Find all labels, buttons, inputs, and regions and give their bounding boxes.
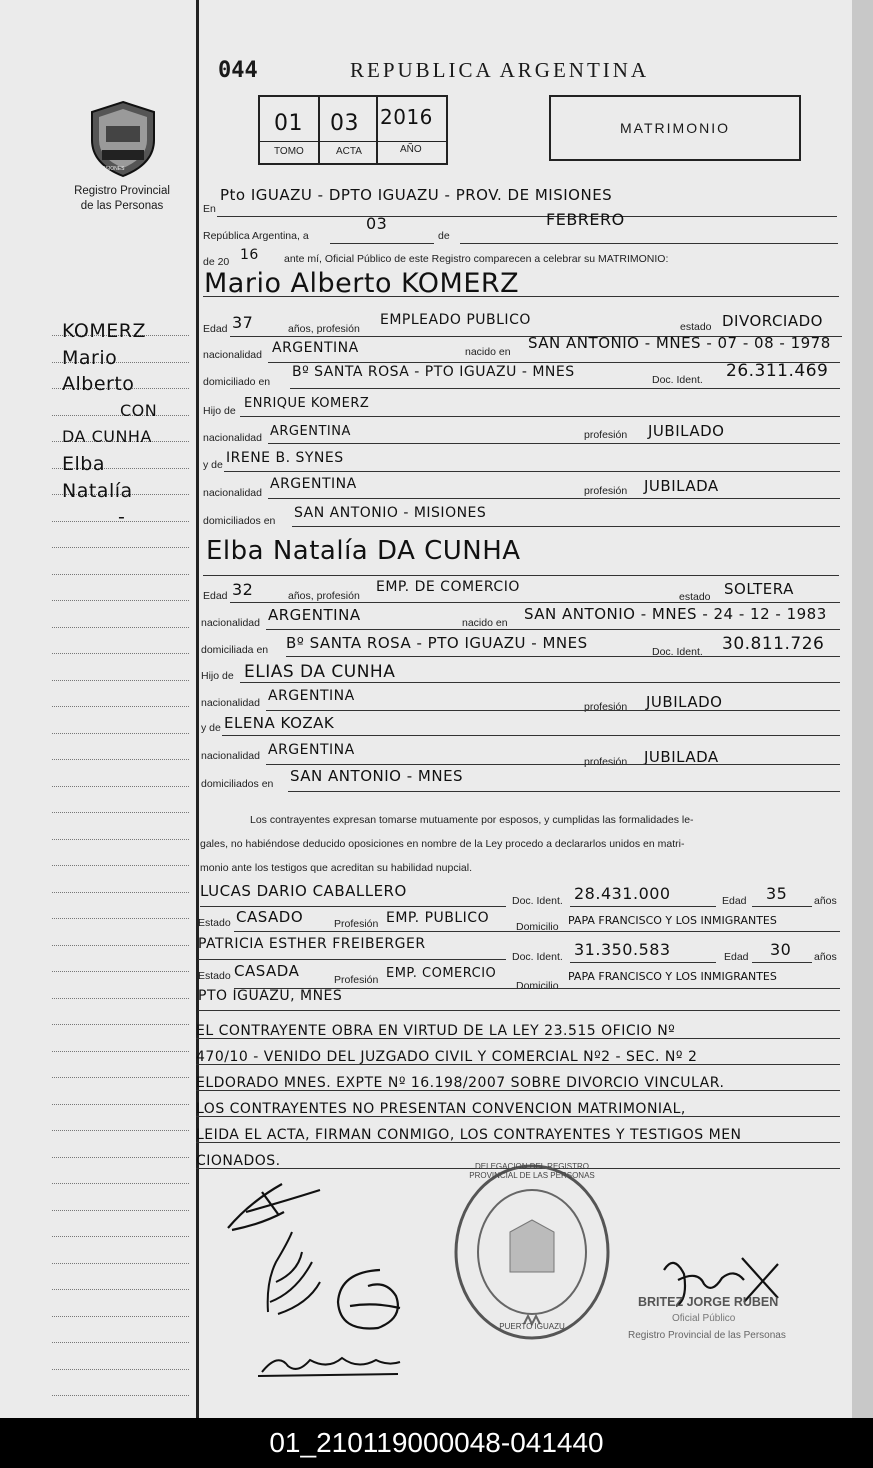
bride-doc: 30.811.726 — [722, 634, 825, 654]
margin-ruled-line — [52, 1342, 189, 1343]
tomo-label: TOMO — [274, 146, 304, 157]
margin-ruled-line — [52, 547, 189, 548]
official-title: Oficial Público — [672, 1313, 736, 1324]
witness1-estado: CASADO — [236, 908, 304, 926]
year-suffix: 16 — [240, 247, 259, 263]
margin-ruled-line — [52, 971, 189, 972]
margin-ruled-line — [52, 812, 189, 813]
emblem-text: MISIONES — [100, 166, 125, 172]
seal-city: PUERTO IGUAZU — [499, 1322, 565, 1331]
groom-estado: DIVORCIADO — [722, 312, 823, 330]
margin-ruled-line — [52, 839, 189, 840]
margin-ruled-line — [52, 786, 189, 787]
margin-ruled-line — [52, 1157, 189, 1158]
witness1-address: PAPA FRANCISCO Y LOS INMIGRANTES — [568, 914, 777, 927]
witness1-age: 35 — [766, 884, 788, 903]
certificate-type: MATRIMONIO — [620, 120, 730, 136]
bride-mother: ELENA KOZAK — [224, 714, 335, 732]
seal-ring-text: DELEGACION DEL REGISTRO PROVINCIAL DE LAS PERSONAS — [469, 1162, 595, 1180]
declaration: Los contrayentes expresan tomarse mutuamente por esposos, y cumplidas las formalidades le- gales, no habiéndose deducido oposiciones en nombre de la Ley procedo a declararlos unidos en matri- monio ante los testigos que acreditan su habilidad nupcial. — [200, 814, 694, 874]
day: 03 — [366, 214, 388, 233]
groom-birth: SAN ANTONIO - MNES - 07 - 08 - 1978 — [528, 334, 831, 352]
margin-ruled-line — [52, 1369, 189, 1370]
witness2-address-cont: PTO IGUAZU, MNES — [198, 988, 343, 1004]
witness1-doc: 28.431.000 — [574, 884, 671, 903]
scan-id-footer: 01_210119000048-041440 — [0, 1418, 873, 1468]
witness1-name: LUCAS DARIO CABALLERO — [200, 882, 407, 900]
groom-mother-profession: JUBILADA — [644, 477, 719, 495]
groom-parents-address: SAN ANTONIO - MISIONES — [294, 505, 487, 521]
groom-address: Bº SANTA ROSA - PTO IGUAZU - MNES — [292, 364, 575, 380]
groom-nationality: ARGENTINA — [272, 340, 359, 356]
bride-age: 32 — [232, 580, 254, 599]
margin-divider — [196, 0, 199, 1418]
margin-ruled-line — [52, 574, 189, 575]
witness1-profession: EMP. PUBLICO — [386, 910, 490, 926]
groom-father-nationality: ARGENTINA — [270, 424, 351, 439]
signature-bride — [258, 1222, 328, 1322]
groom-mother: IRENE B. SYNES — [226, 450, 344, 466]
country-title: REPUBLICA ARGENTINA — [350, 58, 650, 82]
margin-ruled-line — [52, 706, 189, 707]
bride-father-nationality: ARGENTINA — [268, 688, 355, 704]
margin-ruled-line — [52, 1210, 189, 1211]
groom-profession: EMPLEADO PUBLICO — [380, 312, 531, 328]
registry-name: Registro Provincial de las Personas — [74, 185, 170, 212]
margin-ruled-line — [52, 998, 189, 999]
margin-ruled-line — [52, 627, 189, 628]
bride-address: Bº SANTA ROSA - PTO IGUAZU - MNES — [286, 634, 588, 652]
certificate-type-box — [549, 95, 801, 161]
groom-doc: 26.311.469 — [726, 361, 829, 381]
bride-estado: SOLTERA — [724, 580, 794, 598]
registry-number-box — [258, 95, 448, 165]
witness2-name: PATRICIA ESTHER FREIBERGER — [198, 936, 426, 952]
margin-ruled-line — [52, 653, 189, 654]
acta-value: 03 — [330, 111, 359, 136]
tomo-value: 01 — [274, 111, 303, 136]
margin-ruled-line — [52, 600, 189, 601]
witness2-profession: EMP. COMERCIO — [386, 966, 497, 981]
witness2-estado: CASADA — [234, 962, 300, 980]
bride-parents-address: SAN ANTONIO - MNES — [290, 767, 464, 785]
bride-birth: SAN ANTONIO - MNES - 24 - 12 - 1983 — [524, 605, 827, 623]
bride-mother-profession: JUBILADA — [644, 748, 719, 766]
margin-ruled-line — [52, 1130, 189, 1131]
groom-name: Mario Alberto KOMERZ — [204, 268, 520, 299]
margin-note: KOMERZ Mario Alberto CON DA CUNHA Elba Natalía - — [62, 320, 158, 529]
ano-label: AÑO — [400, 144, 422, 155]
margin-ruled-line — [52, 1395, 189, 1396]
margin-ruled-line — [52, 1236, 189, 1237]
witness2-doc: 31.350.583 — [574, 940, 671, 959]
margin-ruled-line — [52, 733, 189, 734]
bride-nationality: ARGENTINA — [268, 606, 361, 624]
margin-ruled-line — [52, 1316, 189, 1317]
groom-age: 37 — [232, 313, 254, 332]
margin-ruled-line — [52, 945, 189, 946]
official-name: BRITEZ JORGE RUBEN — [638, 1295, 779, 1309]
margin-ruled-line — [52, 892, 189, 893]
signature-witness2 — [258, 1348, 404, 1378]
ano-value: 2016 — [380, 105, 433, 129]
bride-profession: EMP. DE COMERCIO — [376, 579, 520, 595]
doc-number: 044 — [218, 58, 258, 83]
groom-mother-nationality: ARGENTINA — [270, 476, 357, 492]
bride-father: ELIAS DA CUNHA — [244, 662, 396, 682]
month: FEBRERO — [546, 210, 625, 229]
signature-witness1 — [330, 1262, 410, 1338]
witness2-address: PAPA FRANCISCO Y LOS INMIGRANTES — [568, 970, 777, 983]
page-edge — [852, 0, 873, 1418]
margin-ruled-line — [52, 918, 189, 919]
margin-ruled-line — [52, 1024, 189, 1025]
margin-ruled-line — [52, 1183, 189, 1184]
place: Pto IGUAZU - DPTO IGUAZU - PROV. DE MISIONES — [220, 186, 613, 204]
document-page: MISIONES Registro Provincial de las Personas KOMERZ Mario Alberto CON DA CUNHA Elba Natalía - 044 REPUBLICA ARGENTINA 01 03 2016 TOMO ACTA AÑO MATRIMONIO En Pto IGUAZU - DPTO IGUAZU - PROV. DE MISIONES República Argentina, a 03 de FEBRERO de 20 16 ante mí, Oficial Público de este Registro comparecen a celebrar su MATRIMONIO: Mario Alberto KOMERZ Edad 37 años, profesión EMPLEADO PUBLICO estado DIVORCIADO nacionalidad ARGENTINA nacido en SAN ANTONIO - MNES - 07 - 08 - 1978 domiciliado en Bº SANTA ROSA - PTO IGUAZU - MNES Doc. Ident. 26.311.469 Hijo de ENRIQUE KOMERZ nacionalidad ARGENTINA profesión JUBILADO y de IRENE B. SYNES nacionalidad ARGENTINA profesión JUBILADA domiciliados en SAN ANTONIO - MISIONES Elba Natalía DA CUNHA Edad 32 años, profesión EMP. DE COMERCIO estado SOLTERA nacionalidad ARGENTINA nacido en SAN ANTONIO - MNES - 24 - 12 - 1983 domiciliada en Bº SANTA ROSA - PTO IGUAZU - MNES Doc. Ident. 30.811.726 Hijo de ELIAS DA CUNHA nacionalidad ARGENTINA profesión JUBILADO y de ELENA KOZAK nacionalidad ARGENTINA profesión JUBILADA domiciliados en SAN ANTONIO - MNES Los contrayentes expresan tomarse mutuamente por esposos, y cumplidas las formalidades le- gales, no habiéndose deducido oposiciones en nombre de la Ley procedo a declararlos unidos en matri- monio ante los testigos que acreditan su habilidad nupcial. LUCAS DARIO CABALLERO Doc. Ident. 28.431.000 Edad 35 años Estado CASADO Profesión EMP. PUBLICO Domicilio PAPA FRANCISCO Y LOS INMIGRANTES PATRICIA ESTHER FREIBERGER Doc. Ident. 31.350.583 Edad 30 años Estado CASADA Profesión EMP. COMERCIO Domicilio PAPA FRANCISCO Y LOS INMIGRANTES PTO IGUAZU, MNES EL CONTRAYENTE OBRA EN VIRTUD DE LA LEY 23.515 OFICIO Nº 470/10 - VENIDO DEL JUZGADO CIVIL Y COMERCIAL Nº2 - SEC. Nº 2 ELDORADO MNES. EXPTE Nº 16.198/2007 SOBRE DIVORCIO VINCULAR. LOS CONTRAYENTES NO PRESENTAN CONVENCION MATRIMONIAL, LEIDA EL ACTA, FIRMAN CONMIGO, LOS CONTRAYENTES Y TESTIGOS MEN CIONADOS. DELEGACION DEL REGISTRO PROVINCIAL DE LAS PERSONAS PUERTO IGUAZU BRITEZ JORGE RUBEN Oficial Público Registro Provincial de las Personas — [0, 0, 873, 1418]
official-office: Registro Provincial de las Personas — [628, 1330, 786, 1341]
margin-ruled-line — [52, 865, 189, 866]
margin-ruled-line — [52, 680, 189, 681]
groom-father: ENRIQUE KOMERZ — [244, 396, 370, 411]
bride-name: Elba Natalía DA CUNHA — [206, 536, 521, 566]
registry-seal-stamp — [452, 1162, 612, 1342]
margin-ruled-line — [52, 759, 189, 760]
bride-father-profession: JUBILADO — [646, 693, 723, 711]
margin-ruled-line — [52, 1051, 189, 1052]
witness2-age: 30 — [770, 940, 792, 959]
notes: EL CONTRAYENTE OBRA EN VIRTUD DE LA LEY 23.515 OFICIO Nº 470/10 - VENIDO DEL JUZGADO CIVIL Y COMERCIAL Nº2 - SEC. Nº 2 ELDORADO MNES. EXPTE Nº 16.198/2007 SOBRE DIVORCIO VINCULAR. LOS CONTRAYENTES NO PRESENTAN CONVENCION MATRIMONIAL, LEIDA EL ACTA, FIRMAN CONMIGO, LOS CONTRAYENTES Y TESTIGOS MEN CIONADOS. — [196, 1023, 742, 1169]
margin-ruled-line — [52, 1104, 189, 1105]
acta-label: ACTA — [336, 146, 362, 157]
bride-mother-nationality: ARGENTINA — [268, 742, 355, 758]
margin-ruled-line — [52, 1263, 189, 1264]
margin-ruled-line — [52, 1289, 189, 1290]
groom-father-profession: JUBILADO — [648, 422, 725, 440]
margin-ruled-line — [52, 1077, 189, 1078]
